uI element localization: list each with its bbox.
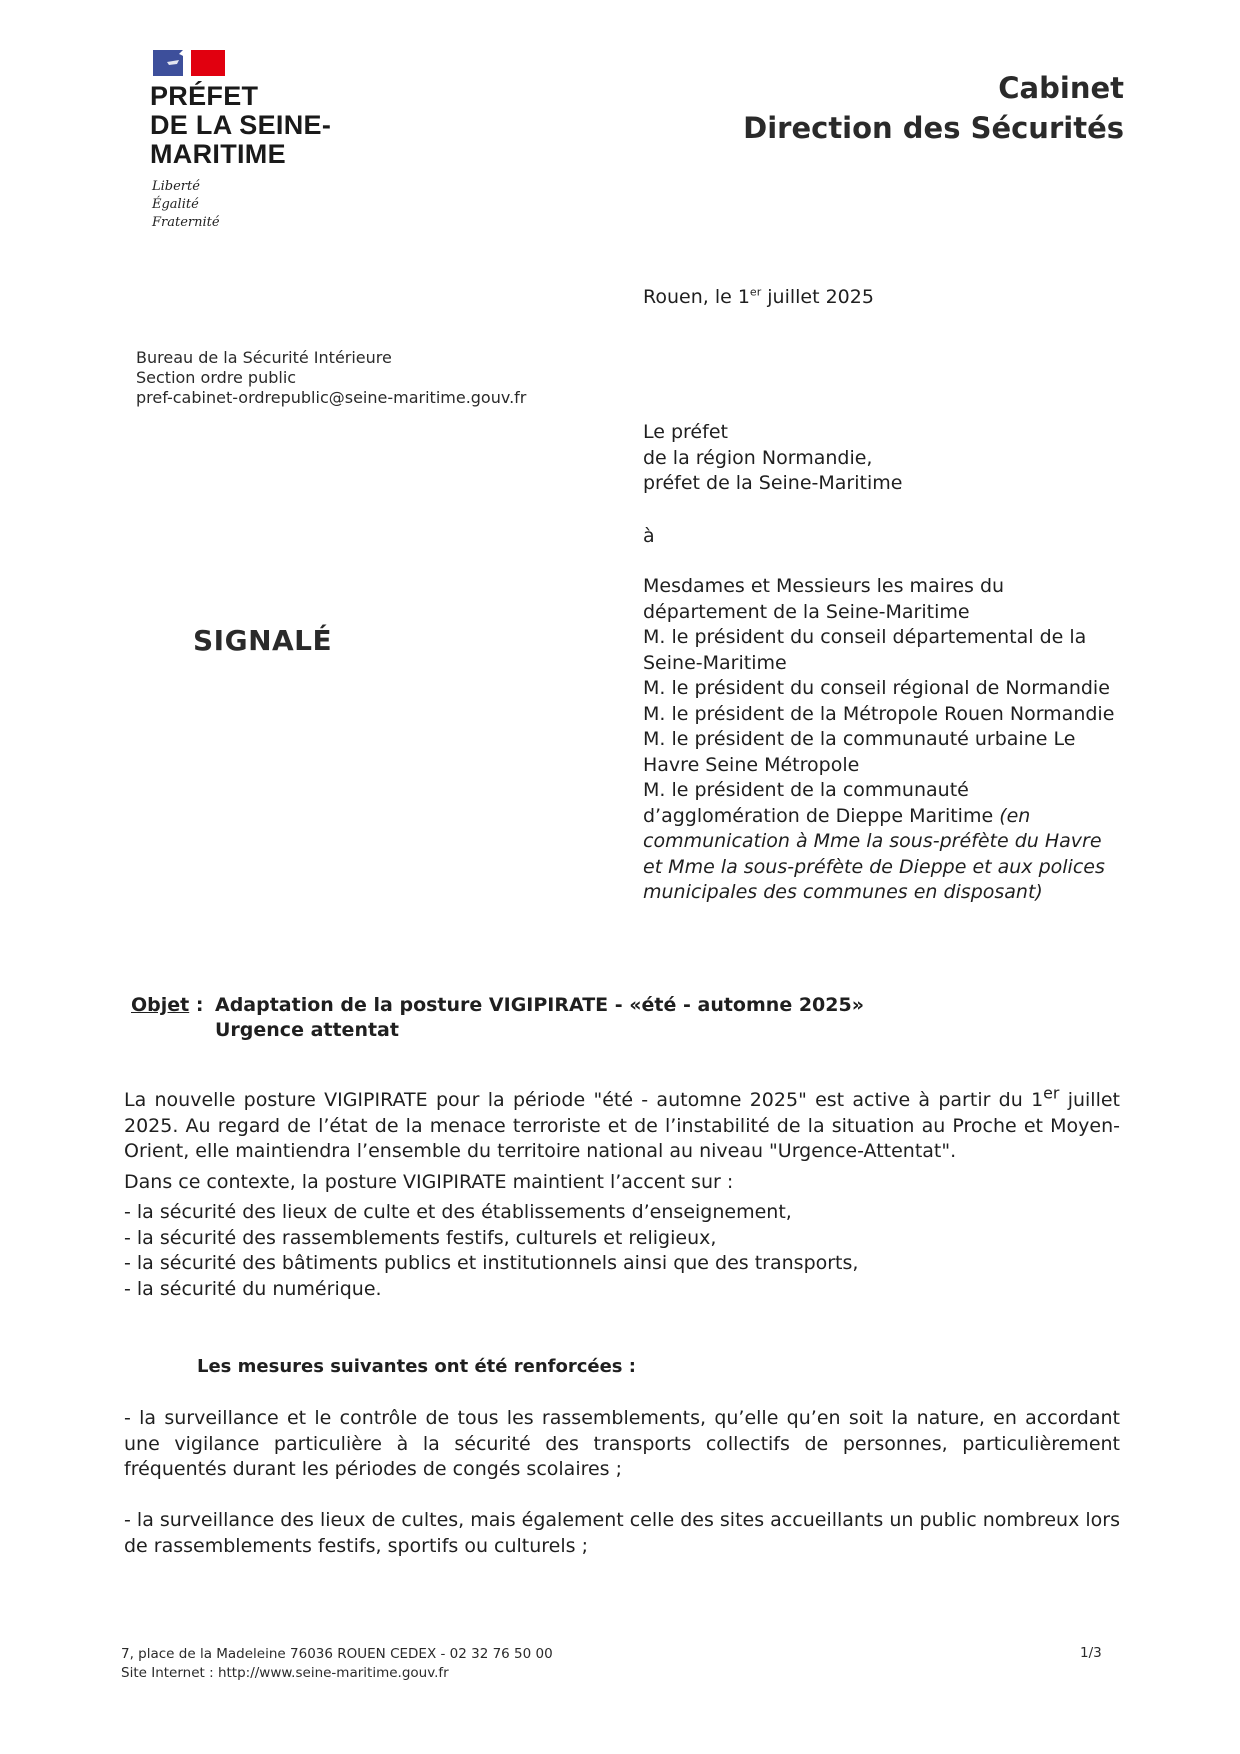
recipient: M. le président du conseil régional de Normandie <box>643 677 1110 699</box>
recipient: M. le président de la communauté urbaine Le Havre Seine Métropole <box>643 728 1076 776</box>
sender-block <box>643 420 902 497</box>
recipients-block <box>643 574 1123 906</box>
recipient: M. le président de la Métropole Rouen Normandie <box>643 702 1115 725</box>
service-line: Cabinet <box>998 71 1124 105</box>
recipient: M. le président du conseil départemental de la Seine-Maritime <box>643 626 1087 674</box>
prefecture-name <box>150 82 331 169</box>
list-item: - la sécurité des lieux de culte et des établissements d’enseignement, <box>124 1201 792 1223</box>
address-line: 7, place de la Madeleine 76036 ROUEN CEDEX - 02 32 76 50 00 <box>121 1646 553 1662</box>
motto-line: Liberté <box>152 179 200 194</box>
issuing-service <box>743 68 1124 148</box>
subject-title-line2: Urgence attentat <box>215 1019 399 1041</box>
measure-item: - la surveillance des lieux de cultes, mais également celle des sites accueillants un public nombreux lors de rassemblements festifs, sportifs ou culturels ; <box>124 1509 1120 1557</box>
motto-line: Égalité <box>152 197 199 212</box>
recipient: M. le président de la communauté d’agglomération de Dieppe Maritime (en communication à Mme la sous-préfète du Havre et Mme la sous-préfète de Dieppe et aux polices municipales des communes en disposant) <box>643 779 1105 903</box>
prefecture-line: PRÉFET <box>150 81 259 111</box>
focus-list <box>124 1200 858 1302</box>
prefecture-line: MARITIME <box>150 139 286 169</box>
footer-address <box>121 1645 553 1683</box>
website-line: Site Internet : http://www.seine-maritime.gouv.fr <box>121 1665 449 1681</box>
list-item: - la sécurité des rassemblements festifs, culturels et religieux, <box>124 1226 717 1249</box>
republic-motto <box>152 178 220 232</box>
to-word: à <box>643 525 655 547</box>
bureau-name: Bureau de la Sécurité Intérieure <box>136 348 392 367</box>
motto-line: Fraternité <box>152 215 220 230</box>
page-number: 1/3 <box>1080 1645 1102 1661</box>
measures-heading: Les mesures suivantes ont été renforcées : <box>197 1356 636 1377</box>
signale-stamp: SIGNALÉ <box>193 624 333 657</box>
recipient: Mesdames et Messieurs les maires du département de la Seine-Maritime <box>643 575 1005 623</box>
subject-label: Objet <box>131 994 190 1016</box>
intro-paragraph: La nouvelle posture VIGIPIRATE pour la période "été - automne 2025" est active à partir du 1er juillet 2025. Au regard de l’état de la menace terroriste et de l’instabilité de la situation au Proche et Moyen-Orient, elle maintiendra l’ensemble du territoire national au niveau "Urgence-Attentat". <box>124 1083 1120 1162</box>
list-item: - la sécurité des bâtiments publics et institutionnels ainsi que des transports, <box>124 1252 859 1274</box>
place-date: Rouen, le 1er juillet 2025 <box>643 285 874 308</box>
service-line: Direction des Sécurités <box>743 111 1124 145</box>
bureau-section: Section ordre public <box>136 368 297 387</box>
subject-title: Adaptation de la posture VIGIPIRATE - «été - automne 2025» <box>215 994 864 1016</box>
subject-line: Objet : Adaptation de la posture VIGIPIRATE - «été - automne 2025» Urgence attentat <box>131 994 864 1041</box>
list-item: - la sécurité du numérique. <box>124 1277 382 1300</box>
sender-line: de la région Normandie, <box>643 446 873 469</box>
prefecture-line: DE LA SEINE- <box>150 110 332 140</box>
bureau-email: pref-cabinet-ordrepublic@seine-maritime.gouv.fr <box>136 388 527 407</box>
measure-item: - la surveillance et le contrôle de tous les rassemblements, qu’elle qu’en soit la nature, en accordant une vigilance particulière à la sécurité des transports collectifs de personnes, particulièrement fréquentés durant les périodes de congés scolaires ; <box>124 1407 1120 1480</box>
marianne-flag-logo <box>153 50 225 76</box>
sender-line: Le préfet <box>643 421 728 443</box>
bureau-block <box>136 348 526 408</box>
context-paragraph: Dans ce contexte, la posture VIGIPIRATE maintient l’accent sur : <box>124 1171 734 1193</box>
sender-line: préfet de la Seine-Maritime <box>643 472 903 494</box>
recipient-note: (en communication à Mme la sous-préfète du Havre et Mme la sous-préfète de Dieppe et aux polices municipales des communes en disposant) <box>643 804 1105 903</box>
